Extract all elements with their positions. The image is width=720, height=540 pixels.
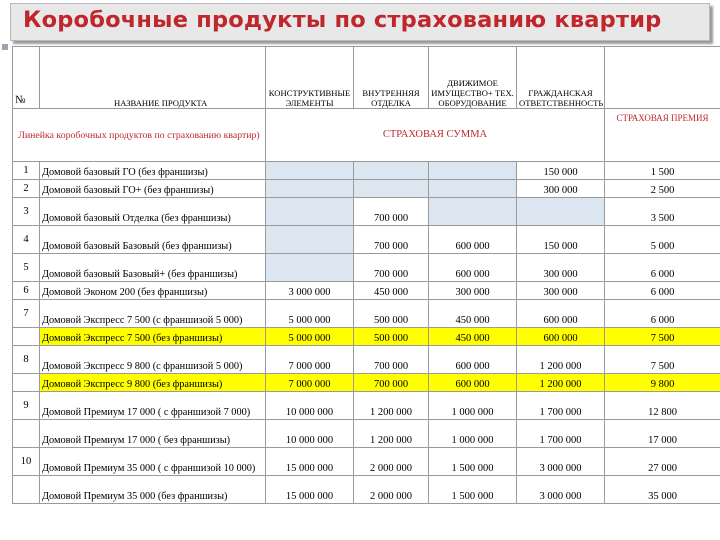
construct-value: 5 000 000 bbox=[266, 300, 354, 328]
product-name: Домовой Премиум 35 000 ( с франшизой 10 000) bbox=[40, 448, 266, 476]
interior-value: 2 000 000 bbox=[354, 476, 429, 504]
construct-value bbox=[266, 180, 354, 198]
row-number-empty bbox=[13, 328, 40, 346]
premium-value: 6 000 bbox=[605, 282, 720, 300]
construct-value bbox=[266, 226, 354, 254]
premium-value: 9 800 bbox=[605, 374, 720, 392]
table-row bbox=[13, 346, 720, 374]
interior-value: 700 000 bbox=[354, 226, 429, 254]
row-number-empty bbox=[13, 476, 40, 504]
interior-value: 700 000 bbox=[354, 374, 429, 392]
row-number: 3 bbox=[13, 198, 40, 226]
product-name: Домовой Экспресс 7 500 (без франшизы) bbox=[40, 328, 266, 346]
construct-value: 3 000 000 bbox=[266, 282, 354, 300]
row-number: 8 bbox=[13, 346, 40, 374]
table-row bbox=[13, 448, 720, 476]
table-row bbox=[13, 226, 720, 254]
interior-value: 1 200 000 bbox=[354, 392, 429, 420]
movable-value: 1 500 000 bbox=[429, 448, 517, 476]
movable-value: 600 000 bbox=[429, 254, 517, 282]
movable-value bbox=[429, 162, 517, 180]
product-name: Домовой базовый Базовый+ (без франшизы) bbox=[40, 254, 266, 282]
construct-value: 7 000 000 bbox=[266, 346, 354, 374]
movable-value: 600 000 bbox=[429, 346, 517, 374]
header-blank bbox=[605, 47, 720, 109]
product-name: Домовой базовый Отделка (без франшизы) bbox=[40, 198, 266, 226]
row-number: 4 bbox=[13, 226, 40, 254]
interior-value: 700 000 bbox=[354, 198, 429, 226]
construct-value: 15 000 000 bbox=[266, 448, 354, 476]
premium-value: 35 000 bbox=[605, 476, 720, 504]
premium-value: 1 500 bbox=[605, 162, 720, 180]
construct-value: 10 000 000 bbox=[266, 392, 354, 420]
row-number: 7 bbox=[13, 300, 40, 328]
table-row bbox=[13, 300, 720, 328]
product-name: Домовой Эконом 200 (без франшизы) bbox=[40, 282, 266, 300]
premium-value: 5 000 bbox=[605, 226, 720, 254]
movable-value: 1 000 000 bbox=[429, 392, 517, 420]
liability-value: 150 000 bbox=[517, 226, 605, 254]
products-table-wrapper bbox=[12, 46, 720, 504]
premium-value: 3 500 bbox=[605, 198, 720, 226]
row-number: 6 bbox=[13, 282, 40, 300]
construct-value bbox=[266, 162, 354, 180]
title-accent-mark bbox=[2, 44, 8, 50]
table-row bbox=[13, 198, 720, 226]
subheader-premium: СТРАХОВАЯ ПРЕМИЯ bbox=[605, 109, 720, 162]
liability-value: 300 000 bbox=[517, 282, 605, 300]
construct-value: 10 000 000 bbox=[266, 420, 354, 448]
product-name: Домовой Премиум 35 000 (без франшизы) bbox=[40, 476, 266, 504]
header-interior: ВНУТРЕННЯЯ ОТДЕЛКА bbox=[354, 47, 429, 109]
construct-value bbox=[266, 198, 354, 226]
construct-value: 15 000 000 bbox=[266, 476, 354, 504]
table-row bbox=[13, 476, 720, 504]
table-row bbox=[13, 162, 720, 180]
construct-value: 5 000 000 bbox=[266, 328, 354, 346]
product-name: Домовой Экспресс 7 500 (с франшизой 5 000) bbox=[40, 300, 266, 328]
interior-value bbox=[354, 162, 429, 180]
movable-value: 300 000 bbox=[429, 282, 517, 300]
product-name: Домовой базовый ГО+ (без франшизы) bbox=[40, 180, 266, 198]
liability-value: 1 700 000 bbox=[517, 392, 605, 420]
liability-value bbox=[517, 198, 605, 226]
liability-value: 1 200 000 bbox=[517, 374, 605, 392]
construct-value bbox=[266, 254, 354, 282]
movable-value: 600 000 bbox=[429, 374, 517, 392]
header-movable: ДВИЖИМОЕ ИМУЩЕСТВО+ ТЕХ. ОБОРУДОВАНИЕ bbox=[429, 47, 517, 109]
table-subheader-row bbox=[13, 109, 720, 162]
product-name: Домовой Премиум 17 000 ( без франшизы) bbox=[40, 420, 266, 448]
table-row-highlighted bbox=[13, 328, 720, 346]
movable-value: 450 000 bbox=[429, 328, 517, 346]
movable-value: 450 000 bbox=[429, 300, 517, 328]
movable-value: 1 500 000 bbox=[429, 476, 517, 504]
interior-value: 1 200 000 bbox=[354, 420, 429, 448]
interior-value: 2 000 000 bbox=[354, 448, 429, 476]
product-name: Домовой базовый Базовый (без франшизы) bbox=[40, 226, 266, 254]
row-number: 2 bbox=[13, 180, 40, 198]
header-product-name: НАЗВАНИЕ ПРОДУКТА bbox=[40, 47, 266, 109]
premium-value: 6 000 bbox=[605, 300, 720, 328]
row-number: 1 bbox=[13, 162, 40, 180]
header-liability: ГРАЖДАНСКАЯ ОТВЕТСТВЕННОСТЬ bbox=[517, 47, 605, 109]
product-name: Домовой Экспресс 9 800 (без франшизы) bbox=[40, 374, 266, 392]
premium-value: 27 000 bbox=[605, 448, 720, 476]
slide-title: Коробочные продукты по страхованию квартир bbox=[23, 7, 662, 33]
table-row bbox=[13, 420, 720, 448]
table-row bbox=[13, 392, 720, 420]
liability-value: 1 200 000 bbox=[517, 346, 605, 374]
premium-value: 6 000 bbox=[605, 254, 720, 282]
product-name: Домовой Премиум 17 000 ( с франшизой 7 000) bbox=[40, 392, 266, 420]
row-number: 10 bbox=[13, 448, 40, 476]
movable-value bbox=[429, 180, 517, 198]
liability-value: 150 000 bbox=[517, 162, 605, 180]
premium-value: 17 000 bbox=[605, 420, 720, 448]
interior-value: 500 000 bbox=[354, 328, 429, 346]
premium-value: 12 800 bbox=[605, 392, 720, 420]
liability-value: 3 000 000 bbox=[517, 476, 605, 504]
interior-value: 700 000 bbox=[354, 346, 429, 374]
product-name: Домовой базовый ГО (без франшизы) bbox=[40, 162, 266, 180]
movable-value bbox=[429, 198, 517, 226]
premium-value: 2 500 bbox=[605, 180, 720, 198]
premium-value: 7 500 bbox=[605, 346, 720, 374]
liability-value: 300 000 bbox=[517, 180, 605, 198]
movable-value: 1 000 000 bbox=[429, 420, 517, 448]
header-number: № bbox=[13, 47, 40, 109]
table-row bbox=[13, 180, 720, 198]
interior-value: 450 000 bbox=[354, 282, 429, 300]
row-number: 5 bbox=[13, 254, 40, 282]
header-construct: КОНСТРУКТИВНЫЕ ЭЛЕМЕНТЫ bbox=[266, 47, 354, 109]
construct-value: 7 000 000 bbox=[266, 374, 354, 392]
premium-value: 7 500 bbox=[605, 328, 720, 346]
subheader-insured-sum: СТРАХОВАЯ СУММА bbox=[266, 109, 605, 162]
table-row bbox=[13, 254, 720, 282]
liability-value: 300 000 bbox=[517, 254, 605, 282]
title-box bbox=[10, 3, 710, 41]
liability-value: 600 000 bbox=[517, 300, 605, 328]
liability-value: 600 000 bbox=[517, 328, 605, 346]
table-header-row bbox=[13, 47, 720, 109]
liability-value: 1 700 000 bbox=[517, 420, 605, 448]
subheader-product-line: Линейка коробочных продуктов по страхованию квартир) bbox=[13, 109, 266, 162]
products-table bbox=[12, 46, 720, 504]
table-row bbox=[13, 282, 720, 300]
row-number-empty bbox=[13, 374, 40, 392]
product-name: Домовой Экспресс 9 800 (с франшизой 5 000) bbox=[40, 346, 266, 374]
liability-value: 3 000 000 bbox=[517, 448, 605, 476]
interior-value: 500 000 bbox=[354, 300, 429, 328]
interior-value bbox=[354, 180, 429, 198]
interior-value: 700 000 bbox=[354, 254, 429, 282]
row-number: 9 bbox=[13, 392, 40, 420]
table-row-highlighted bbox=[13, 374, 720, 392]
row-number-empty bbox=[13, 420, 40, 448]
movable-value: 600 000 bbox=[429, 226, 517, 254]
